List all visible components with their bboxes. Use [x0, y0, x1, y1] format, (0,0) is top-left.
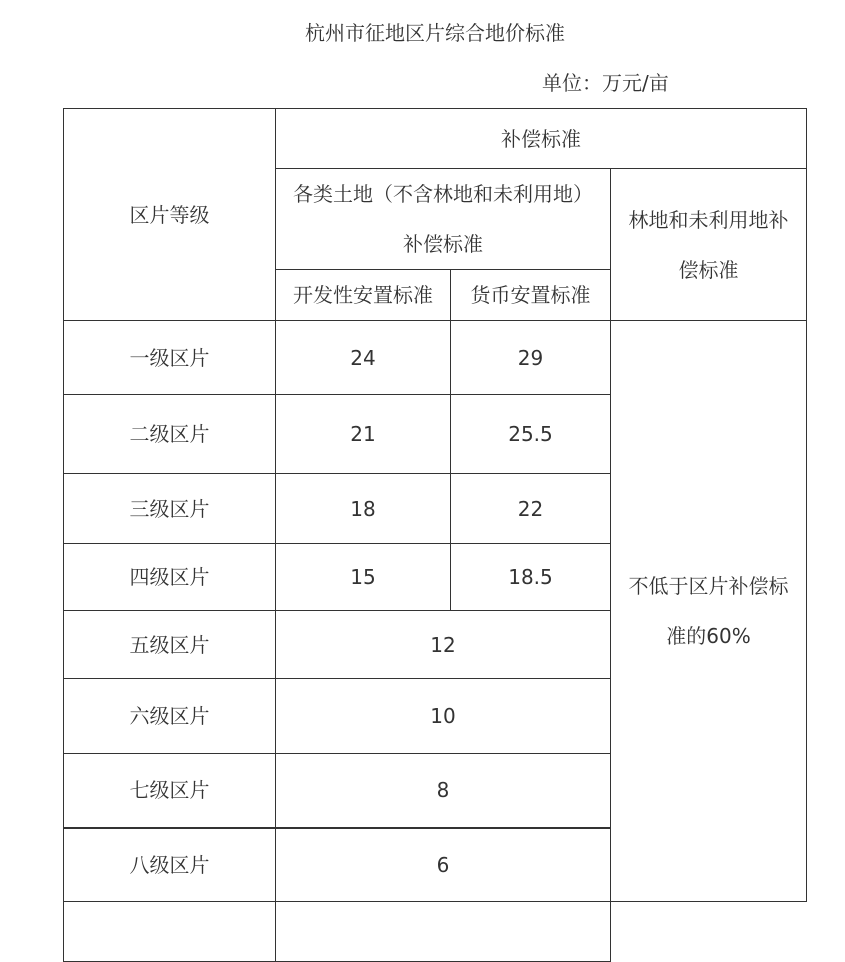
development-value-cell: 15	[276, 544, 451, 611]
forest-note-cell: 不低于区片补偿标准的60%	[611, 321, 807, 902]
district-level-cell: 五级区片	[64, 611, 276, 679]
district-level-cell	[64, 902, 276, 962]
header-forest-unused: 林地和未利用地补偿标准	[611, 169, 807, 321]
header-district-level: 区片等级	[64, 109, 276, 321]
header-compensation-standard: 补偿标准	[276, 109, 807, 169]
table-row-partial	[64, 902, 807, 962]
district-level-cell: 七级区片	[64, 754, 276, 828]
district-level-cell: 一级区片	[64, 321, 276, 395]
district-level-cell: 八级区片	[64, 828, 276, 902]
development-value-cell: 21	[276, 395, 451, 474]
header-development-resettlement: 开发性安置标准	[276, 270, 451, 321]
monetary-value-cell: 18.5	[451, 544, 611, 611]
monetary-value-cell: 25.5	[451, 395, 611, 474]
page-title: 杭州市征地区片综合地价标准	[305, 21, 565, 45]
monetary-value-cell: 29	[451, 321, 611, 395]
monetary-value-cell: 22	[451, 474, 611, 544]
unit-label: 单位：万元/亩	[542, 71, 669, 95]
combined-value-cell: 12	[276, 611, 611, 679]
combined-value-cell: 10	[276, 679, 611, 754]
header-monetary-resettlement: 货币安置标准	[451, 270, 611, 321]
combined-value-cell	[276, 902, 611, 962]
district-level-cell: 四级区片	[64, 544, 276, 611]
land-price-table	[63, 108, 807, 962]
district-level-cell: 六级区片	[64, 679, 276, 754]
table-row	[64, 321, 807, 395]
combined-value-cell: 6	[276, 828, 611, 902]
district-level-cell: 三级区片	[64, 474, 276, 544]
development-value-cell: 18	[276, 474, 451, 544]
combined-value-cell: 8	[276, 754, 611, 828]
development-value-cell: 24	[276, 321, 451, 395]
header-general-land: 各类土地（不含林地和未利用地）补偿标准	[276, 169, 611, 270]
district-level-cell: 二级区片	[64, 395, 276, 474]
